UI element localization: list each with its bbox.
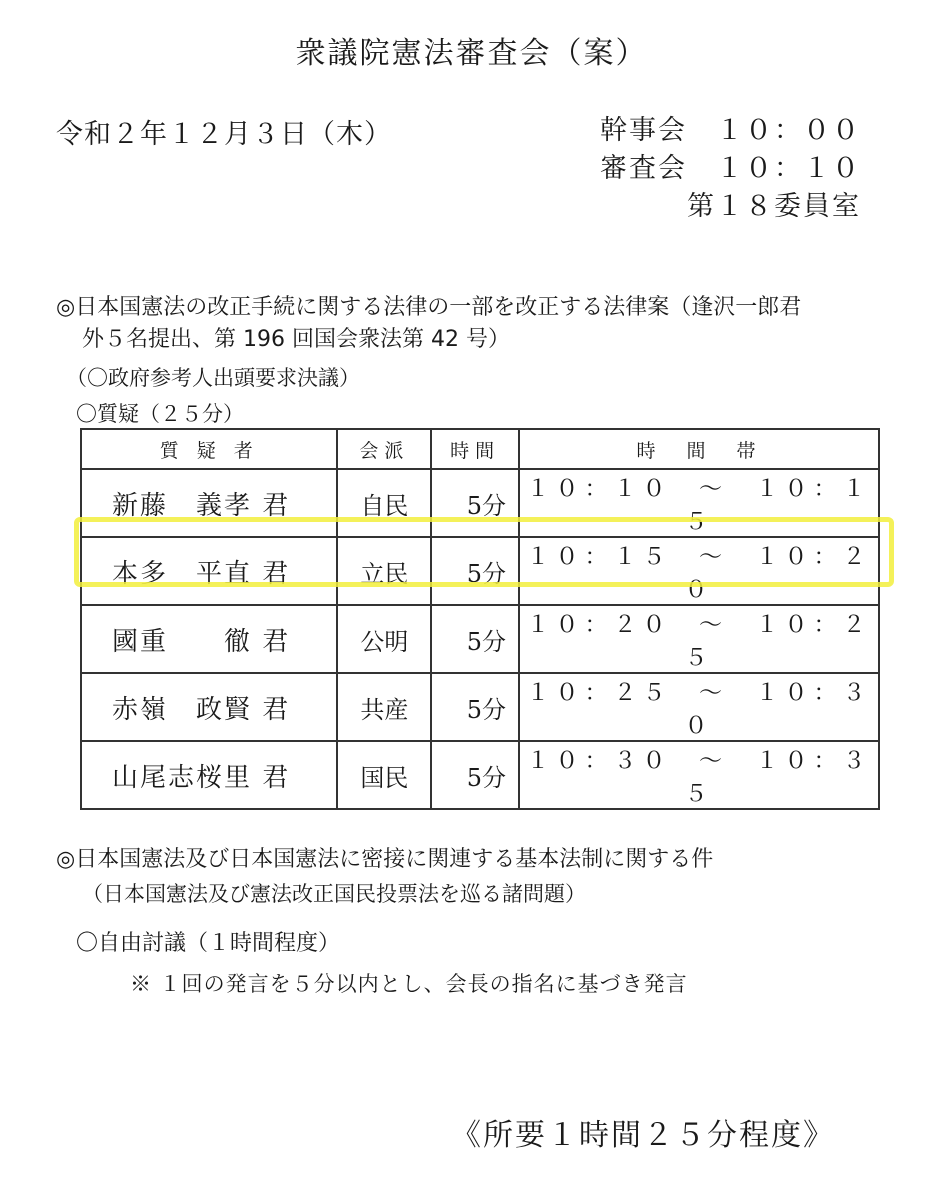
table-row	[81, 469, 879, 537]
party-name: 公明	[337, 605, 431, 673]
header-duration: 時間	[431, 429, 519, 469]
free-discussion-heading: 〇自由討議（１時間程度）	[76, 931, 341, 956]
questioner-name: 國重 徹 君	[81, 605, 337, 673]
range-separator: ～	[699, 544, 728, 570]
start-time: １０：１０	[526, 476, 672, 502]
header-party: 会派	[337, 429, 431, 469]
time-slot	[519, 469, 879, 537]
duration: 5分	[431, 741, 519, 809]
header-questioner: 質 疑 者	[81, 429, 337, 469]
start-time: １０：１５	[526, 544, 672, 570]
questioner-table	[80, 428, 880, 810]
table-row	[81, 537, 879, 605]
questioner-name: 山尾志桜里 君	[81, 741, 337, 809]
end-time: １０：１５	[684, 476, 872, 535]
duration: 5分	[431, 673, 519, 741]
kanjikai-time: 幹事会 １０：００	[600, 115, 861, 146]
range-separator: ～	[699, 476, 728, 502]
header-time-slot: 時 間 帯	[519, 429, 879, 469]
party-name: 立民	[337, 537, 431, 605]
duration: 5分	[431, 469, 519, 537]
end-time: １０：２０	[684, 544, 872, 603]
end-time: １０：３５	[684, 748, 872, 807]
shinsakai-time: 審査会 １０：１０	[600, 153, 861, 184]
duration: 5分	[431, 537, 519, 605]
time-slot	[519, 741, 879, 809]
agenda-item-1-line1: ◎日本国憲法の改正手続に関する法律の一部を改正する法律案（逢沢一郎君	[56, 295, 802, 320]
agenda-item-2: ◎日本国憲法及び日本国憲法に密接に関連する基本法制に関する件	[56, 847, 714, 872]
table-header-row	[81, 429, 879, 469]
meeting-schedule	[600, 112, 861, 226]
table-row	[81, 673, 879, 741]
resolution-note: （〇政府参考人出頭要求決議）	[66, 366, 360, 390]
questioner-name: 新藤 義孝 君	[81, 469, 337, 537]
time-slot	[519, 673, 879, 741]
agenda-item-1-line2: 外５名提出、第 196 回国会衆法第 42 号）	[82, 327, 510, 352]
meeting-date: 令和２年１２月３日（木）	[56, 119, 392, 150]
party-name: 自民	[337, 469, 431, 537]
range-separator: ～	[699, 680, 728, 706]
range-separator: ～	[699, 748, 728, 774]
meeting-room: 第１８委員室	[687, 191, 861, 222]
speaking-rule-note: ※ １回の発言を５分以内とし、会長の指名に基づき発言	[130, 972, 688, 996]
duration: 5分	[431, 605, 519, 673]
time-slot	[519, 605, 879, 673]
party-name: 共産	[337, 673, 431, 741]
range-separator: ～	[699, 612, 728, 638]
time-slot	[519, 537, 879, 605]
table-row	[81, 741, 879, 809]
questioner-name: 赤嶺 政賢 君	[81, 673, 337, 741]
questioner-name: 本多 平直 君	[81, 537, 337, 605]
qa-heading: 〇質疑（２５分）	[76, 402, 244, 426]
end-time: １０：３０	[684, 680, 872, 739]
agenda-item-2-subtitle: （日本国憲法及び憲法改正国民投票法を巡る諸問題）	[82, 882, 586, 906]
party-name: 国民	[337, 741, 431, 809]
start-time: １０：３０	[526, 748, 672, 774]
start-time: １０：２０	[526, 612, 672, 638]
end-time: １０：２５	[684, 612, 872, 671]
agenda-item-1	[56, 292, 886, 356]
document-title: 衆議院憲法審査会（案）	[295, 36, 648, 71]
total-duration: 《所要１時間２５分程度》	[451, 1118, 835, 1153]
start-time: １０：２５	[526, 680, 672, 706]
table-row	[81, 605, 879, 673]
